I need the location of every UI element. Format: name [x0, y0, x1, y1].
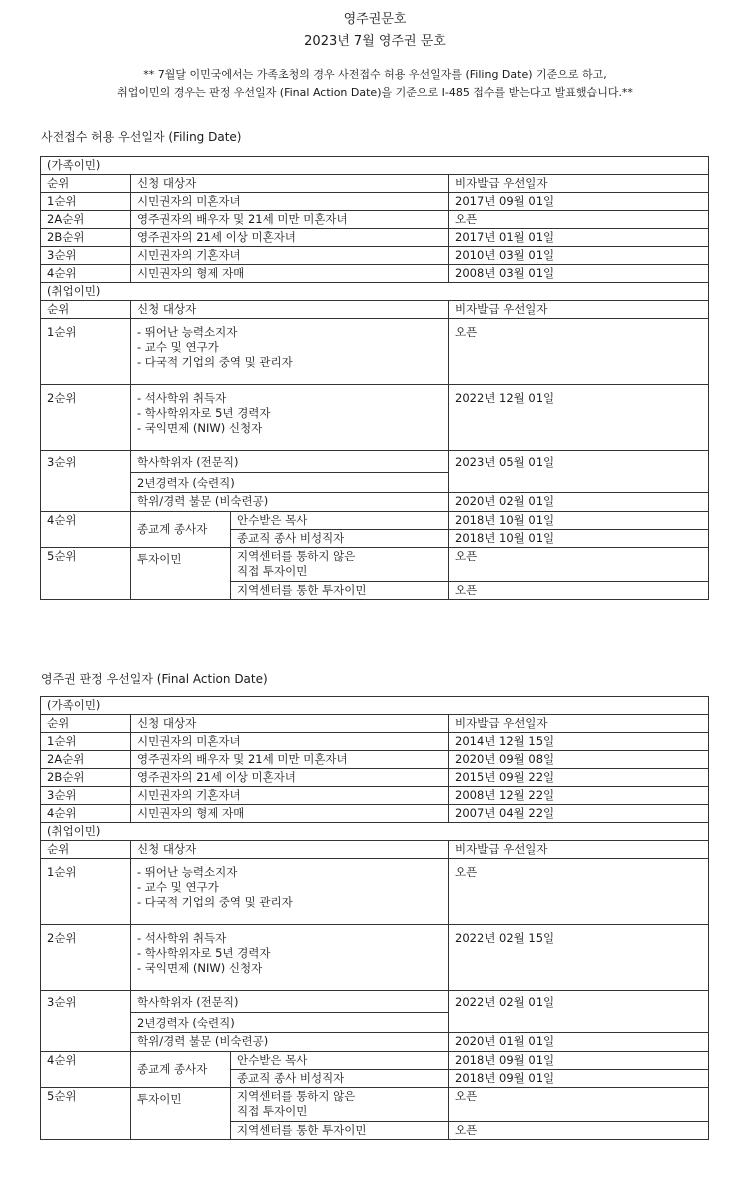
- list-item: - 뛰어난 능력소지자: [137, 325, 238, 339]
- target-list: [131, 319, 449, 385]
- target-cell: 2년경력자 (숙련직): [131, 1013, 449, 1033]
- rank-cell: 1순위: [41, 859, 131, 925]
- rank-cell: 2B순위: [41, 229, 131, 247]
- rank-cell: 2B순위: [41, 769, 131, 787]
- rank-cell: 2순위: [41, 385, 131, 451]
- list-item: - 다국적 기업의 중역 및 관리자: [137, 895, 293, 909]
- header-target: 신청 대상자: [131, 175, 449, 193]
- date-cell: 2020년 02월 01일: [449, 493, 709, 512]
- date-cell: 오픈: [449, 319, 709, 385]
- table-row: [41, 1033, 709, 1052]
- employment-label: (취업이민): [41, 823, 709, 841]
- category-cell: 투자이민: [131, 548, 231, 600]
- sub-target-line: 지역센터를 통하지 않은: [237, 1089, 356, 1103]
- rank-cell: 4순위: [41, 512, 131, 548]
- rank-cell: 2순위: [41, 925, 131, 991]
- sub-target-cell: 종교직 종사 비성직자: [231, 530, 449, 548]
- date-cell: 2020년 01월 01일: [449, 1033, 709, 1052]
- rank-cell: 5순위: [41, 548, 131, 600]
- table-row: [41, 805, 709, 823]
- sub-target-cell: 지역센터를 통한 투자이민: [231, 1122, 449, 1140]
- table-row: [41, 859, 709, 925]
- final-action-date-table: [40, 696, 709, 1140]
- date-cell: 2015년 09월 22일: [449, 769, 709, 787]
- table-row: [41, 1088, 709, 1122]
- target-cell: 시민권자의 미혼자녀: [131, 193, 449, 211]
- table-header-row: [41, 715, 709, 733]
- table-row: [41, 1052, 709, 1070]
- date-cell: 2017년 09월 01일: [449, 193, 709, 211]
- rank-cell: 3순위: [41, 247, 131, 265]
- target-cell: 시민권자의 기혼자녀: [131, 247, 449, 265]
- target-list: [131, 925, 449, 991]
- date-cell: 2008년 12월 22일: [449, 787, 709, 805]
- rank-cell: 2A순위: [41, 211, 131, 229]
- date-cell: 2018년 09월 01일: [449, 1070, 709, 1088]
- list-item: - 학사학위자로 5년 경력자: [137, 946, 271, 960]
- date-cell: 오픈: [449, 1122, 709, 1140]
- target-cell: 학위/경력 불문 (비숙련공): [131, 493, 449, 512]
- date-cell: 오픈: [449, 211, 709, 229]
- date-cell: 2022년 02월 01일: [449, 991, 709, 1033]
- table-row: [41, 247, 709, 265]
- rank-cell: 5순위: [41, 1088, 131, 1140]
- date-cell: 2020년 09월 08일: [449, 751, 709, 769]
- date-cell: 오픈: [449, 859, 709, 925]
- page-title: 영주권문호: [343, 12, 407, 27]
- header-rank: 순위: [41, 301, 131, 319]
- notice-line-2: 취업이민의 경우는 판정 우선일자 (Final Action Date)을 기준으로 I-485 접수를 받는다고 발표했습니다.**: [117, 86, 633, 99]
- filing-date-table: [40, 156, 709, 600]
- family-label: (가족이민): [41, 157, 709, 175]
- category-cell: 투자이민: [131, 1088, 231, 1140]
- target-cell: 2년경력자 (숙련직): [131, 473, 449, 493]
- header-rank: 순위: [41, 841, 131, 859]
- table-row: [41, 265, 709, 283]
- table-row: [41, 385, 709, 451]
- header-target: 신청 대상자: [131, 841, 449, 859]
- sub-target-cell: [231, 548, 449, 582]
- table-header-row: [41, 175, 709, 193]
- sub-target-line: 직접 투자이민: [237, 1104, 308, 1118]
- table-row: [41, 925, 709, 991]
- header-target: 신청 대상자: [131, 301, 449, 319]
- sub-target-cell: [231, 1088, 449, 1122]
- sub-target-cell: 안수받은 목사: [231, 512, 449, 530]
- date-cell: 2014년 12월 15일: [449, 733, 709, 751]
- target-list: [131, 385, 449, 451]
- table-header-row: [41, 841, 709, 859]
- list-item: - 국익면제 (NIW) 신청자: [137, 961, 263, 975]
- rank-cell: 3순위: [41, 991, 131, 1052]
- page-subtitle: 2023년 7월 영주권 문호: [304, 34, 446, 49]
- target-list: [131, 859, 449, 925]
- notice-line-1: ** 7월달 이민국에서는 가족초청의 경우 사전접수 허용 우선일자를 (Filing Date) 기준으로 하고,: [143, 68, 607, 81]
- section-title-final-action: 영주권 판정 우선일자 (Final Action Date): [41, 672, 268, 686]
- target-cell: 시민권자의 형제 자매: [131, 805, 449, 823]
- table-row: [41, 211, 709, 229]
- category-cell: 종교계 종사자: [131, 512, 231, 548]
- date-cell: 오픈: [449, 1088, 709, 1122]
- header-target: 신청 대상자: [131, 715, 449, 733]
- table-row: [41, 733, 709, 751]
- family-label: (가족이민): [41, 697, 709, 715]
- sub-target-line: 지역센터를 통하지 않은: [237, 549, 356, 563]
- date-cell: 오픈: [449, 548, 709, 582]
- sub-target-cell: 지역센터를 통한 투자이민: [231, 582, 449, 600]
- list-item: - 교수 및 연구가: [137, 880, 219, 894]
- target-cell: 영주권자의 배우자 및 21세 미만 미혼자녀: [131, 211, 449, 229]
- header-date: 비자발급 우선일자: [449, 175, 709, 193]
- list-item: - 다국적 기업의 중역 및 관리자: [137, 355, 293, 369]
- date-cell: 2018년 10월 01일: [449, 530, 709, 548]
- date-cell: 2010년 03월 01일: [449, 247, 709, 265]
- section-title-filing: 사전접수 허용 우선일자 (Filing Date): [41, 130, 242, 144]
- table-row: [41, 991, 709, 1013]
- sub-target-cell: 안수받은 목사: [231, 1052, 449, 1070]
- header-date: 비자발급 우선일자: [449, 841, 709, 859]
- table-row: [41, 193, 709, 211]
- header-date: 비자발급 우선일자: [449, 301, 709, 319]
- table-row: [41, 229, 709, 247]
- target-cell: 학사학위자 (전문직): [131, 991, 449, 1013]
- date-cell: 2022년 02월 15일: [449, 925, 709, 991]
- list-item: - 석사학위 취득자: [137, 931, 227, 945]
- table-row: [41, 548, 709, 582]
- rank-cell: 3순위: [41, 787, 131, 805]
- table-row: [41, 512, 709, 530]
- rank-cell: 4순위: [41, 1052, 131, 1088]
- category-cell: 종교계 종사자: [131, 1052, 231, 1088]
- rank-cell: 4순위: [41, 805, 131, 823]
- employment-label: (취업이민): [41, 283, 709, 301]
- target-cell: 학위/경력 불문 (비숙련공): [131, 1033, 449, 1052]
- date-cell: 2018년 10월 01일: [449, 512, 709, 530]
- list-item: - 학사학위자로 5년 경력자: [137, 406, 271, 420]
- date-cell: 2022년 12월 01일: [449, 385, 709, 451]
- target-cell: 영주권자의 21세 이상 미혼자녀: [131, 229, 449, 247]
- sub-target-cell: 종교직 종사 비성직자: [231, 1070, 449, 1088]
- list-item: - 뛰어난 능력소지자: [137, 865, 238, 879]
- table-row: [41, 769, 709, 787]
- list-item: - 석사학위 취득자: [137, 391, 227, 405]
- list-item: - 교수 및 연구가: [137, 340, 219, 354]
- target-cell: 영주권자의 배우자 및 21세 미만 미혼자녀: [131, 751, 449, 769]
- header-rank: 순위: [41, 715, 131, 733]
- header-date: 비자발급 우선일자: [449, 715, 709, 733]
- date-cell: 2023년 05월 01일: [449, 451, 709, 493]
- target-cell: 시민권자의 미혼자녀: [131, 733, 449, 751]
- rank-cell: 1순위: [41, 319, 131, 385]
- date-cell: 오픈: [449, 582, 709, 600]
- date-cell: 2008년 03월 01일: [449, 265, 709, 283]
- target-cell: 영주권자의 21세 이상 미혼자녀: [131, 769, 449, 787]
- table-row: [41, 451, 709, 473]
- date-cell: 2017년 01월 01일: [449, 229, 709, 247]
- table-row: [41, 493, 709, 512]
- rank-cell: 1순위: [41, 193, 131, 211]
- date-cell: 2018년 09월 01일: [449, 1052, 709, 1070]
- rank-cell: 3순위: [41, 451, 131, 512]
- date-cell: 2007년 04월 22일: [449, 805, 709, 823]
- notice: [0, 66, 750, 102]
- table-row: [41, 751, 709, 769]
- table-header-row: [41, 301, 709, 319]
- target-cell: 학사학위자 (전문직): [131, 451, 449, 473]
- target-cell: 시민권자의 형제 자매: [131, 265, 449, 283]
- header-rank: 순위: [41, 175, 131, 193]
- list-item: - 국익면제 (NIW) 신청자: [137, 421, 263, 435]
- sub-target-line: 직접 투자이민: [237, 564, 308, 578]
- target-cell: 시민권자의 기혼자녀: [131, 787, 449, 805]
- rank-cell: 4순위: [41, 265, 131, 283]
- rank-cell: 2A순위: [41, 751, 131, 769]
- table-row: [41, 319, 709, 385]
- rank-cell: 1순위: [41, 733, 131, 751]
- table-row: [41, 787, 709, 805]
